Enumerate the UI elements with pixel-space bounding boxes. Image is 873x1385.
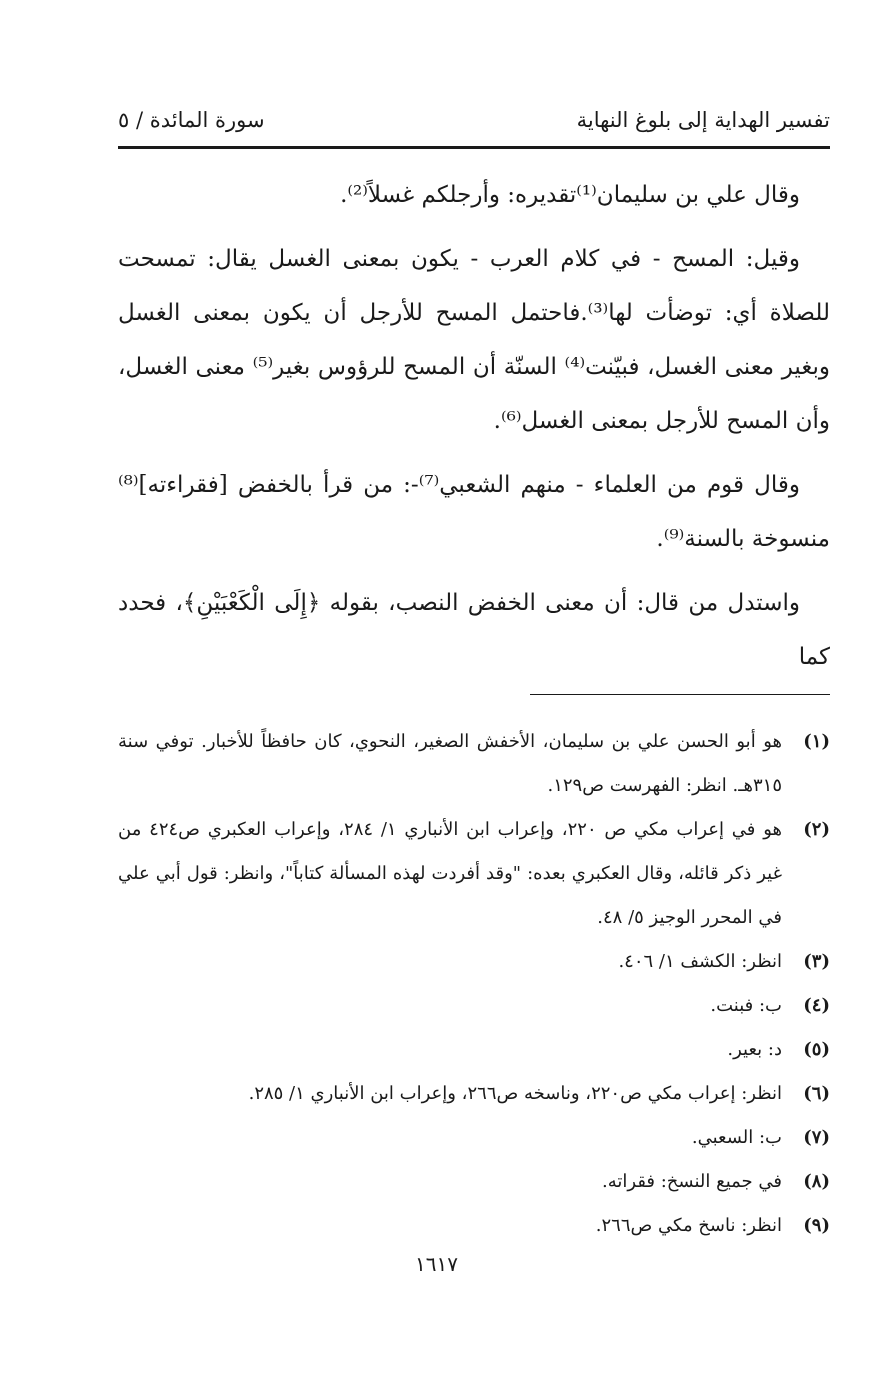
book-title: تفسير الهداية إلى بلوغ النهاية xyxy=(576,108,830,132)
footnote xyxy=(118,1116,830,1160)
footnote xyxy=(118,1028,830,1072)
paragraph: وقال قوم من العلماء - منهم الشعبي⁽⁷⁾-: من قرأ بالخفض [فقراءته]⁽⁸⁾ منسوخة بالسنة⁽⁹⁾. xyxy=(118,472,830,552)
footnote-text: ب: فبنت. xyxy=(710,995,782,1016)
footnote-text: في جميع النسخ: فقراته. xyxy=(602,1171,782,1192)
footnote-separator xyxy=(530,694,830,695)
footnote-number: (٤) xyxy=(803,995,830,1016)
footnote-number: (١) xyxy=(803,731,830,752)
footnote-number: (٦) xyxy=(803,1083,830,1104)
footnote-text: انظر: ناسخ مكي ص٢٦٦. xyxy=(595,1215,782,1236)
header-rule xyxy=(118,146,830,149)
footnote-number: (٩) xyxy=(803,1215,830,1236)
footnote xyxy=(118,1160,830,1204)
main-text xyxy=(118,168,830,694)
footnote xyxy=(118,1072,830,1116)
footnotes xyxy=(118,720,830,1248)
paragraph: واستدل من قال: أن معنى الخفض النصب، بقوله ﴿إِلَى الْكَعْبَيْنِ﴾، فحدد كما xyxy=(118,590,830,670)
footnote-text: انظر: إعراب مكي ص٢٢٠، وناسخه ص٢٦٦، وإعراب ابن الأنباري ١/ ٢٨٥. xyxy=(248,1083,782,1104)
footnote-text: د: بعير. xyxy=(727,1039,782,1060)
footnote-text: هو أبو الحسن علي بن سليمان، الأخفش الصغير، النحوي، كان حافظاً للأخبار. توفي سنة ٣١٥هـ. انظر: الفهرست ص١٢٩. xyxy=(118,731,782,796)
footnote-number: (٧) xyxy=(803,1127,830,1148)
footnote-text: انظر: الكشف ١/ ٤٠٦. xyxy=(618,951,782,972)
running-header xyxy=(118,108,830,148)
page-number: ١٦١٧ xyxy=(415,1252,458,1276)
paragraph: وقال علي بن سليمان⁽¹⁾تقديره: وأرجلكم غسلاً⁽²⁾. xyxy=(340,182,800,208)
footnote-number: (٣) xyxy=(803,951,830,972)
footnote-number: (٥) xyxy=(803,1039,830,1060)
footnote-number: (٢) xyxy=(803,819,830,840)
footnote xyxy=(118,940,830,984)
footnote xyxy=(118,984,830,1028)
footnote-number: (٨) xyxy=(803,1171,830,1192)
paragraph: وقيل: المسح - في كلام العرب - يكون بمعنى الغسل يقال: تمسحت للصلاة أي: توضأت لها⁽³⁾.فاحتمل المسح للأرجل أن يكون بمعنى الغسل وبغير معنى الغسل، فبيّنت⁽⁴⁾ السنّة أن المسح للرؤوس بغير⁽⁵⁾ معنى الغسل، وأن المسح للأرجل بمعنى الغسل⁽⁶⁾. xyxy=(118,246,830,434)
surah-label: سورة المائدة / ٥ xyxy=(118,108,265,132)
footnote-text: هو في إعراب مكي ص ٢٢٠، وإعراب ابن الأنباري ١/ ٢٨٤، وإعراب العكبري ص٤٢٤ من غير ذكر قائله، وقال العكبري بعده: "وقد أفردت لهذه المسألة كتاباً"، وانظر: قول أبي علي في المحرر الوجيز ٥/ ٤٨. xyxy=(118,819,782,928)
footnote xyxy=(118,808,830,940)
footnote xyxy=(118,720,830,808)
footnote-text: ب: السعبي. xyxy=(691,1127,782,1148)
footnote xyxy=(118,1204,830,1248)
